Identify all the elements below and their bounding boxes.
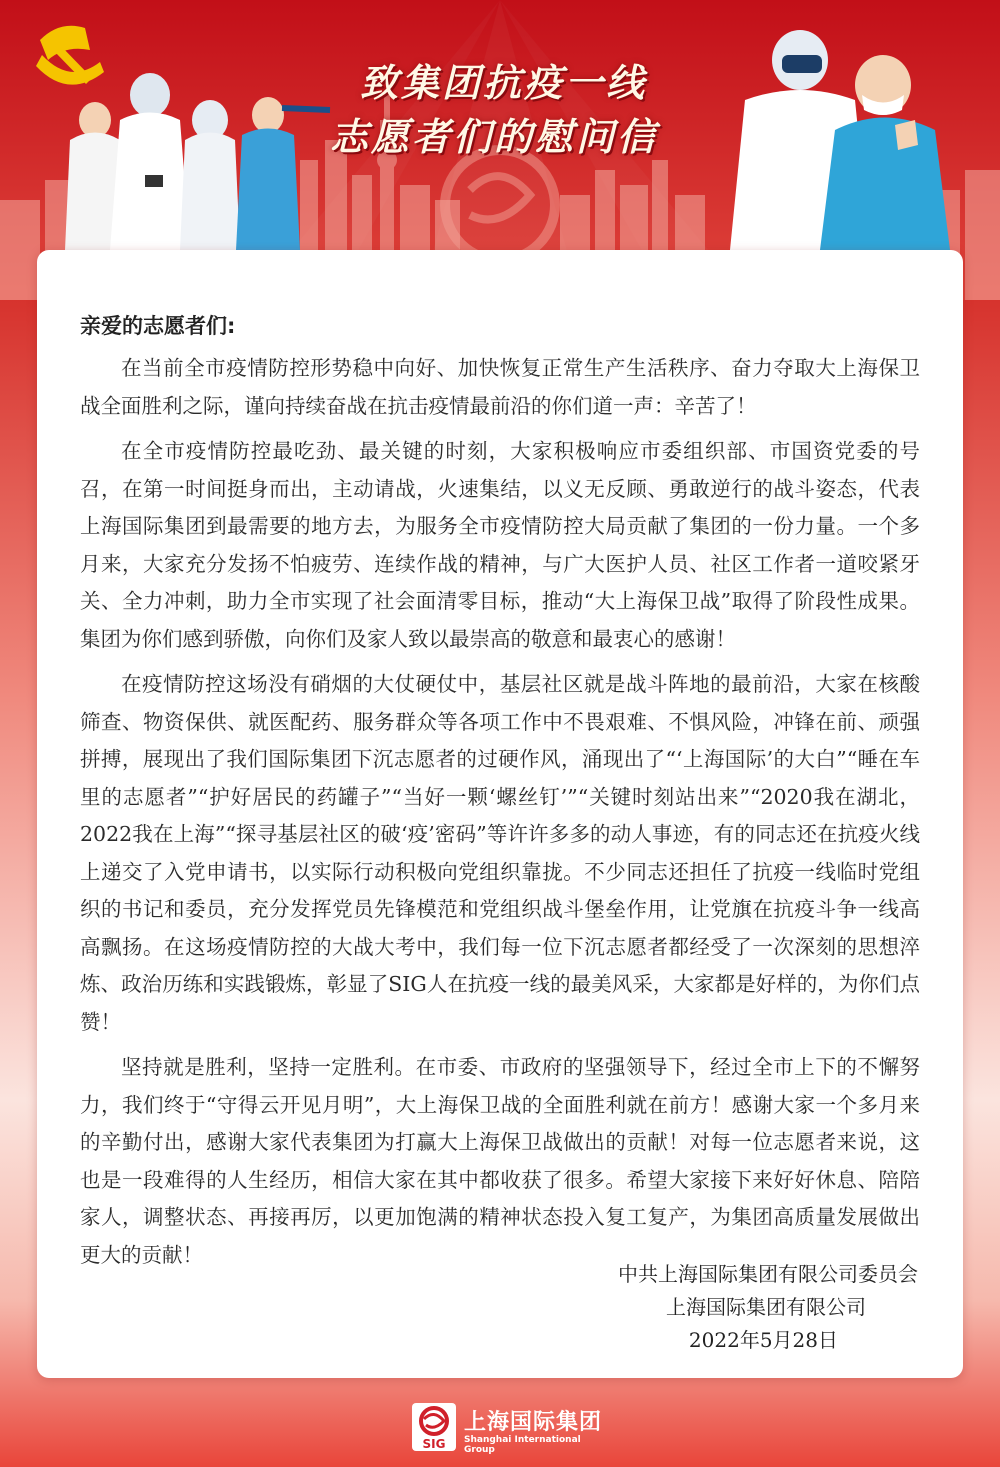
letter-paragraph: 在全市疫情防控最吃劲、最关键的时刻，大家积极响应市委组织部、市国资党委的号召，在第一时间挺身而出，主动请战，火速集结，以义无反顾、勇敢逆行的战斗姿态，代表上海国际集团到最需要的地方去，为服务全市疫情防控大局贡献了集团的一份力量。一个多月来，大家充分发扬不怕疲劳、连续作战的精神，与广大医护人员、社区工作者一道咬紧牙关、全力冲刺，助力全市实现了社会面清零目标，推动“大上海保卫战”取得了阶段性成果。集团为你们感到骄傲，向你们及家人致以最崇高的敬意和最衷心的感谢！ (80, 439, 920, 651)
banner-title-line1: 致集团抗疫一线 (360, 61, 648, 105)
letter-signature (618, 1258, 918, 1357)
signature-date: 2022年5月28日 (688, 1328, 838, 1352)
sig-logo-icon (412, 1403, 456, 1451)
signature-org-line1: 中共上海国际集团有限公司委员会 (618, 1262, 918, 1286)
logo-mark-text: SIG (422, 1437, 446, 1451)
letter-paragraph: 在当前全市疫情防控形势稳中向好、加快恢复正常生产生活秩序、奋力夺取大上海保卫战全面胜利之际，谨向持续奋战在抗击疫情最前沿的你们道一声：辛苦了！ (80, 356, 920, 418)
letter-body (80, 350, 920, 1282)
banner-title-line2: 志愿者们的慰问信 (330, 115, 659, 159)
letter-paragraph: 坚持就是胜利，坚持一定胜利。在市委、市政府的坚强领导下，经过全市上下的不懈努力，我们终于“守得云开见月明”，大上海保卫战的全面胜利就在前方！感谢大家一个多月来的辛勤付出，感谢大家代表集团为打赢大上海保卫战做出的贡献！对每一位志愿者来说，这也是一段难得的人生经历，相信大家在其中都收获了很多。希望大家接下来好好休息、陪陪家人，调整状态、再接再厉，以更加饱满的精神状态投入复工复产，为集团高质量发展做出更大的贡献！ (80, 1055, 920, 1267)
footer-company-name: 上海国际集团 (464, 1410, 603, 1435)
letter-salutation: 亲爱的志愿者们: (80, 314, 236, 338)
footer-company-name-en: Shanghai International Group (464, 1435, 581, 1455)
letter-paragraph: 在疫情防控这场没有硝烟的大仗硬仗中，基层社区就是战斗阵地的最前沿，大家在核酸筛查、物资保供、就医配药、服务群众等各项工作中不畏艰难、不惧风险，冲锋在前、顽强拼搏，展现出了我们国际集团下沉志愿者的过硬作风，涌现出了“‘上海国际’的大白”“睡在车里的志愿者”“护好居民的药罐子”“当好一颗‘螺丝钉’”“关键时刻站出来”“2020我在湖北，2022我在上海”“探寻基层社区的破‘疫’密码”等许许多多的动人事迹，有的同志还在抗疫火线上递交了入党申请书，以实际行动积极向党组织靠拢。不少同志还担任了抗疫一线临时党组织的书记和委员，充分发挥党员先锋模范和党组织战斗堡垒作用，让党旗在抗疫斗争一线高高飘扬。在这场疫情防控的大战大考中，我们每一位下沉志愿者都经受了一次深刻的思想淬炼、政治历练和实践锻炼，彰显了SIG人在抗疫一线的最美风采，大家都是好样的，为你们点赞！ (80, 672, 920, 1034)
footer-logo (412, 1403, 612, 1455)
signature-org-line2: 上海国际集团有限公司 (666, 1295, 866, 1319)
